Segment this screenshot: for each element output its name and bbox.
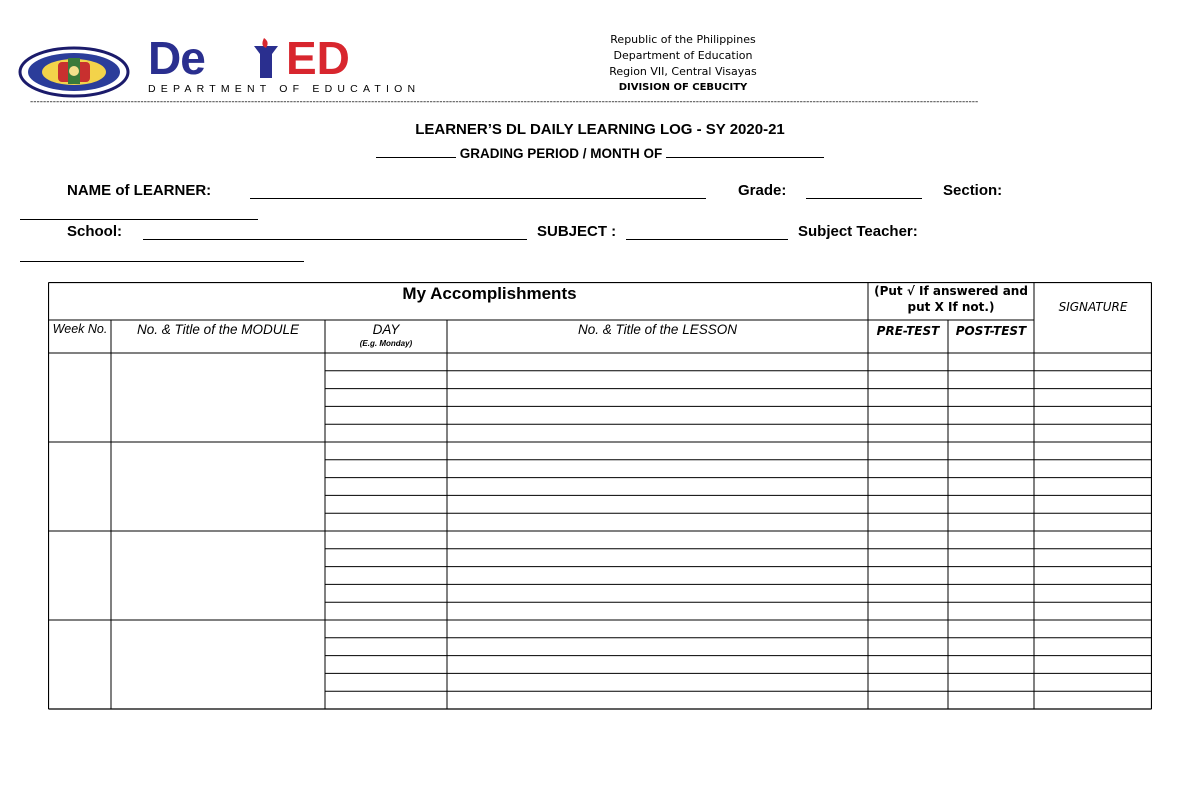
accomplishments-table [48, 282, 1152, 710]
subject-teacher-label: Subject Teacher: [798, 223, 918, 240]
section-field[interactable] [20, 219, 258, 220]
school-field[interactable] [143, 239, 527, 240]
grade-field[interactable] [806, 198, 922, 199]
signature-header: SIGNATURE [1058, 300, 1128, 314]
school-label: School: [67, 223, 122, 240]
learner-name-label: NAME of LEARNER: [67, 182, 212, 199]
day-hint: (E.g. Monday) [359, 339, 413, 348]
subject-label: SUBJECT : [537, 223, 617, 240]
grading-period-blank[interactable] [376, 143, 456, 158]
table-grid [48, 282, 1152, 710]
agency-line-1: Republic of the Philippines [610, 33, 756, 46]
agency-line-2: Department of Education [613, 49, 753, 62]
subject-field[interactable] [626, 239, 788, 240]
deped-logo [146, 36, 436, 96]
put-check-note-line-1: (Put √ If answered and [874, 284, 1028, 298]
put-check-note-line-2: put X If not.) [907, 300, 995, 314]
page-subtitle [0, 143, 1200, 161]
accomplishments-title: My Accomplishments [402, 284, 577, 303]
page-title: LEARNER’S DL DAILY LEARNING LOG - SY 2020-21 [415, 121, 785, 138]
subject-teacher-field[interactable] [20, 261, 304, 262]
svg-text:De: De [148, 36, 205, 84]
grading-period-label: GRADING PERIOD / MONTH OF [459, 146, 663, 161]
put-check-note [868, 283, 1034, 315]
pre-test-header: PRE-TEST [876, 324, 940, 338]
grade-label: Grade: [738, 182, 787, 199]
day-header: DAY [372, 322, 400, 337]
month-blank[interactable] [666, 143, 824, 158]
svg-text:ED: ED [286, 36, 350, 84]
division-name: DIVISION OF CEBUCITY [618, 82, 748, 93]
deped-seal-logo [18, 46, 130, 98]
post-test-header: POST-TEST [955, 324, 1027, 338]
deped-logo-subtext: DEPARTMENT OF EDUCATION [148, 83, 421, 95]
module-header: No. & Title of the MODULE [137, 322, 299, 337]
learner-name-field[interactable] [250, 198, 706, 199]
header-separator: ---------------------------------------------------------------------------------------------------------------------------------------------------------------------------------------------------------------------------------------------------------------------------------------------------- [30, 97, 979, 107]
lesson-header: No. & Title of the LESSON [578, 322, 737, 337]
agency-line-3: Region VII, Central Visayas [609, 65, 757, 78]
agency-header [560, 32, 806, 96]
week-no-header: Week No. [52, 322, 108, 336]
section-label: Section: [943, 182, 1003, 199]
